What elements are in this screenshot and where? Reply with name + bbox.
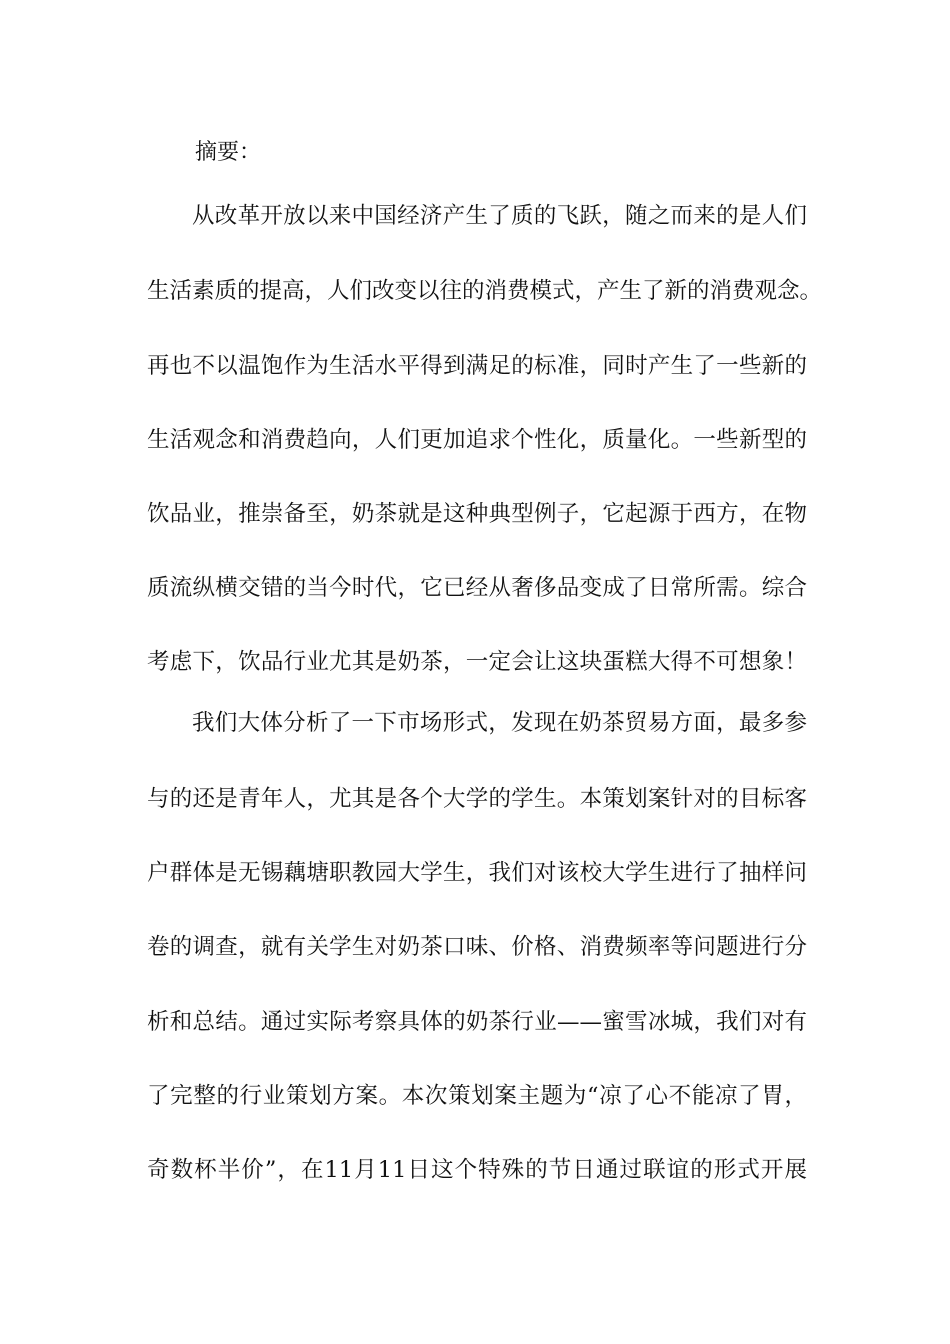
paragraph-line: 析和总结。通过实际考察具体的奶茶行业——蜜雪冰城，我们对有 [147,1009,807,1035]
abstract-heading: 摘要： [195,140,262,165]
paragraph-line: 再也不以温饱作为生活水平得到满足的标准，同时产生了一些新的 [147,353,807,379]
paragraph-line: 卷的调查，就有关学生对奶茶口味、价格、消费频率等问题进行分 [147,934,807,960]
paragraph-line: 奇数杯半价”，在11月11日这个特殊的节日通过联谊的形式开展 [147,1157,807,1183]
paragraph-line: 了完整的行业策划方案。本次策划案主题为“凉了心不能凉了胃， [147,1083,807,1109]
paragraph-line: 我们大体分析了一下市场形式，发现在奶茶贸易方面，最多参 [192,710,807,736]
paragraph-line: 生活素质的提高，人们改变以往的消费模式，产生了新的消费观念。 [147,278,823,304]
paragraph-line: 与的还是青年人，尤其是各个大学的学生。本策划案针对的目标客 [147,786,807,812]
paragraph-line: 质流纵横交错的当今时代，它已经从奢侈品变成了日常所需。综合 [147,575,807,601]
paragraph-line: 生活观念和消费趋向，人们更加追求个性化，质量化。一些新型的 [147,427,807,453]
paragraph-line: 从改革开放以来中国经济产生了质的飞跃，随之而来的是人们 [192,203,807,229]
paragraph-line: 饮品业，推崇备至，奶茶就是这种典型例子，它起源于西方，在物 [147,501,807,527]
paragraph-line: 考虑下，饮品行业尤其是奶茶，一定会让这块蛋糕大得不可想象！ [147,649,807,675]
paragraph-line: 户群体是无锡藕塘职教园大学生，我们对该校大学生进行了抽样问 [147,860,807,886]
